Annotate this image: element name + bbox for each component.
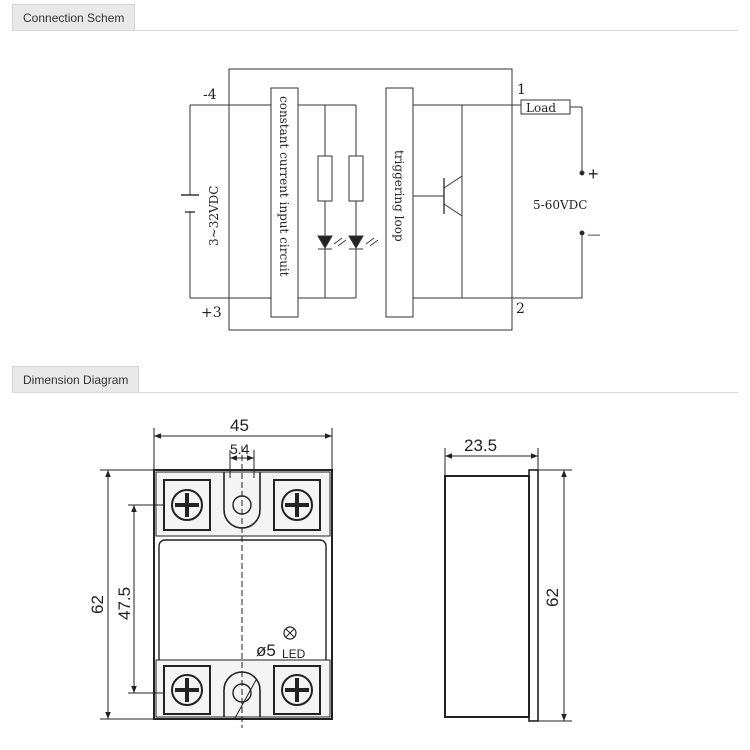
terminal-dot-minus: [580, 231, 584, 235]
mount-spacing-label: 47.5: [115, 586, 134, 620]
pin-minus4-label: -4: [203, 87, 217, 103]
constant-current-label: constant current input circuit: [277, 96, 291, 277]
pin-1-label: 1: [517, 82, 526, 98]
front-view: [100, 428, 332, 728]
pin-plus3-label: +3: [201, 305, 222, 321]
side-body-outline: [445, 476, 529, 717]
side-base-plate: [529, 470, 538, 721]
led-right-symbol: [349, 236, 378, 249]
pin-2-label: 2: [516, 301, 525, 317]
output-voltage-label: 5-60VDC: [533, 198, 588, 212]
resistor-right: [349, 156, 363, 201]
side-height-label: 62: [543, 588, 562, 607]
load-label: Load: [526, 101, 557, 115]
hole-spacing-label: 5.4: [230, 441, 250, 457]
plus-sign-label: +: [588, 164, 599, 184]
triggering-loop-label: triggering loop: [392, 150, 406, 242]
connection-schematic: [181, 69, 584, 330]
height-label: 62: [88, 595, 107, 614]
led-left-symbol: [318, 236, 346, 249]
terminal-dot-plus: [580, 171, 584, 175]
side-view: [445, 448, 572, 721]
minus-sign-label: —: [588, 227, 600, 241]
connection-labels: [201, 82, 600, 321]
front-view-labels: [88, 416, 306, 661]
resistor-left: [318, 156, 332, 201]
input-voltage-label: 3~32VDC: [207, 185, 221, 246]
depth-label: 23.5: [464, 436, 498, 455]
led-label: LED: [282, 647, 306, 661]
led-indicator-icon: [284, 627, 296, 639]
width-label: 45: [230, 416, 249, 435]
connection-section-title: Connection Schem: [12, 4, 135, 30]
side-view-labels: [464, 436, 562, 607]
dimension-section-title: Dimension Diagram: [12, 366, 139, 392]
led-diameter-label: ø5: [256, 641, 276, 660]
transistor-symbol: [413, 176, 462, 216]
